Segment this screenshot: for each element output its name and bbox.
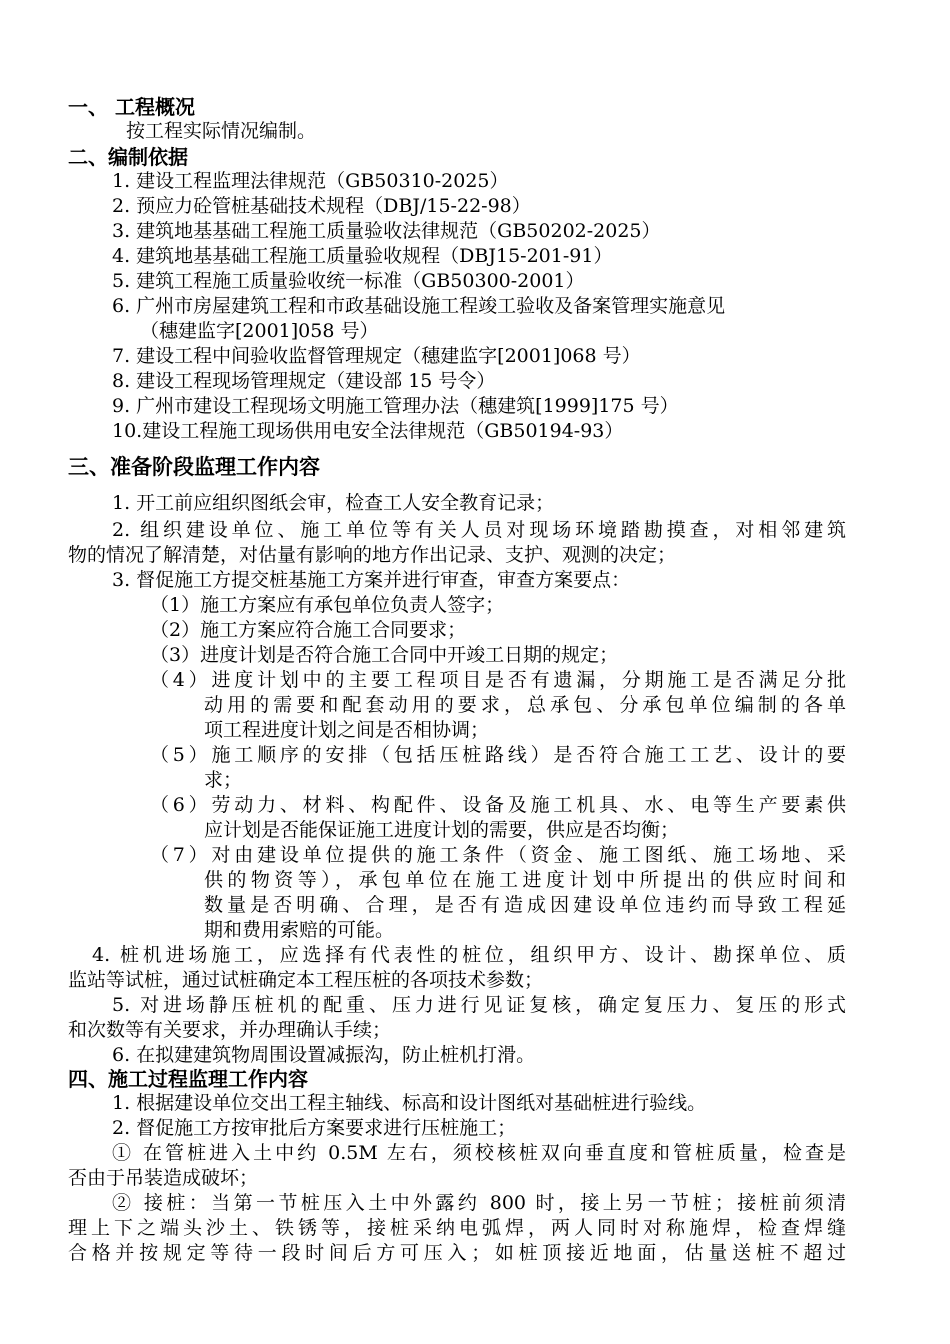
process-line-2: 2. 督促施工方按审批后方案要求进行压桩施工；: [112, 1117, 517, 1139]
process-line-1: 1. 根据建设单位交出工程主轴线、标高和设计图纸对基础桩进行验线。: [112, 1092, 707, 1114]
review-point-7-cont-2: 数量是否明确、合理，是否有造成因建设单位违约而导致工程延: [204, 894, 846, 916]
prep-line-6: 6. 在拟建建筑物周围设置减振沟，防止桩机打滑。: [112, 1044, 536, 1066]
prep-line-2: 2. 组织建设单位、施工单位等有关人员对现场环境踏勘摸查，对相邻建筑: [112, 519, 846, 541]
section-1-title: 一、 工程概况: [68, 95, 195, 119]
section-2-title: 二、编制依据: [68, 145, 188, 169]
prep-line-1: 1. 开工前应组织图纸会审，检查工人安全教育记录；: [112, 492, 555, 514]
review-point-6-cont: 应计划是否能保证施工进度计划的需要，供应是否均衡；: [204, 819, 680, 841]
review-point-4: （4）进度计划中的主要工程项目是否有遗漏，分期施工是否满足分批: [150, 669, 846, 691]
review-point-5: （5）施工顺序的安排（包括压桩路线）是否符合施工工艺、设计的要: [150, 744, 846, 766]
review-point-5-cont: 求；: [204, 769, 243, 791]
review-point-4-cont-1: 动用的需要和配套动用的要求，总承包、分承包单位编制的各单: [204, 694, 846, 716]
process-item-1: ① 在管桩进入土中约 0.5M 左右，须校核桩双向垂直度和管桩质量，检查是: [112, 1142, 846, 1164]
basis-item-4: 4. 建筑地基基础工程施工质量验收规程（DBJ15-201-91）: [112, 245, 613, 267]
process-item-2: ② 接桩：当第一节桩压入土中外露约 800 时，接上另一节桩；接桩前须清: [112, 1192, 846, 1214]
review-point-7: （7）对由建设单位提供的施工条件（资金、施工图纸、施工场地、采: [150, 844, 846, 866]
basis-item-6-cont: （穗建监字[2001]058 号）: [140, 320, 379, 342]
prep-line-5: 5. 对进场静压桩机的配重、压力进行见证复核，确定复压力、复压的形式: [112, 994, 846, 1016]
basis-item-1: 1. 建设工程监理法律规范（GB50310-2025）: [112, 170, 509, 192]
prep-line-4-cont: 监站等试桩，通过试桩确定本工程压桩的各项技术参数；: [68, 969, 544, 991]
prep-line-2-cont: 物的情况了解清楚，对估量有影响的地方作出记录、支护、观测的决定；: [68, 544, 677, 566]
review-point-2: （2）施工方案应符合施工合同要求；: [150, 619, 467, 641]
section-1-body: 按工程实际情况编制。: [126, 120, 317, 142]
basis-item-8: 8. 建设工程现场管理规定（建设部 15 号令）: [112, 370, 496, 392]
review-point-6: （6）劳动力、材料、构配件、设备及施工机具、水、电等生产要素供: [150, 794, 846, 816]
basis-item-5: 5. 建筑工程施工质量验收统一标准（GB50300-2001）: [112, 270, 585, 292]
basis-item-9: 9. 广州市建设工程现场文明施工管理办法（穗建筑[1999]175 号）: [112, 395, 679, 417]
review-point-3: （3）进度计划是否符合施工合同中开竣工日期的规定；: [150, 644, 619, 666]
basis-item-10: 10.建设工程施工现场供用电安全法律规范（GB50194-93）: [112, 420, 624, 442]
prep-line-5-cont: 和次数等有关要求，并办理确认手续；: [68, 1019, 392, 1041]
review-point-7-cont-3: 期和费用索赔的可能。: [204, 919, 395, 941]
review-point-1: （1）施工方案应有承包单位负责人签字；: [150, 594, 505, 616]
review-point-7-cont-1: 供的物资等），承包单位在施工进度计划中所提出的供应时间和: [204, 869, 846, 891]
review-point-4-cont-2: 项工程进度计划之间是否相协调；: [204, 719, 490, 741]
basis-item-7: 7. 建设工程中间验收监督管理规定（穗建监字[2001]068 号）: [112, 345, 641, 367]
process-item-2-cont-1: 理上下之端头沙土、铁锈等，接桩采纳电弧焊，两人同时对称施焊，检查焊缝: [68, 1217, 846, 1239]
section-4-title: 四、施工过程监理工作内容: [68, 1067, 308, 1091]
basis-item-2: 2. 预应力砼管桩基础技术规程（DBJ/15-22-98）: [112, 195, 531, 217]
process-item-1-cont: 否由于吊装造成破坏；: [68, 1167, 259, 1189]
prep-line-4: 4. 桩机进场施工，应选择有代表性的桩位，组织甲方、设计、勘探单位、质: [92, 944, 846, 966]
section-3-title: 三、准备阶段监理工作内容: [68, 455, 320, 479]
process-item-2-cont-2: 合格并按规定等待一段时间后方可压入；如桩顶接近地面，估量送桩不超过: [68, 1242, 846, 1264]
basis-item-3: 3. 建筑地基基础工程施工质量验收法律规范（GB50202-2025）: [112, 220, 661, 242]
basis-item-6: 6. 广州市房屋建筑工程和市政基础设施工程竣工验收及备案管理实施意见: [112, 295, 726, 317]
prep-line-3: 3. 督促施工方提交桩基施工方案并进行审查，审查方案要点：: [112, 569, 631, 591]
